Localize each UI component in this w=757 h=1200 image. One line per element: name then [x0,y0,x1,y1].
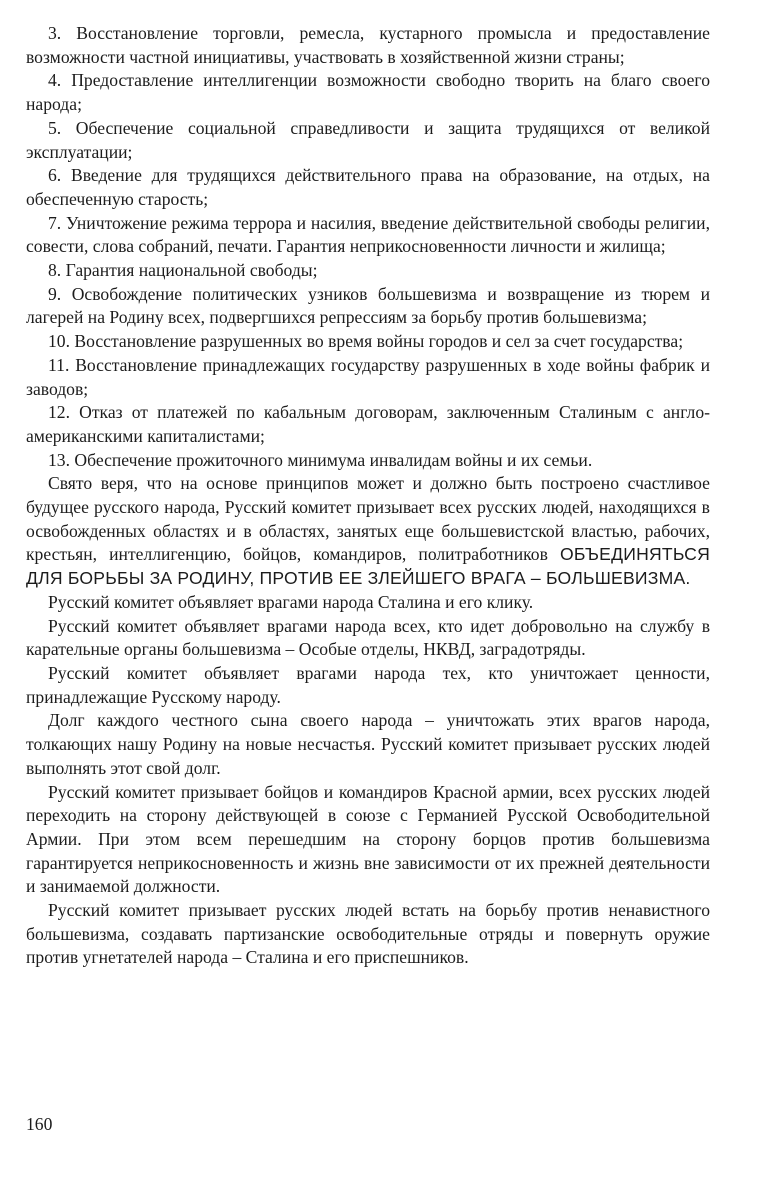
paragraph-enemies-destroyers: Русский комитет объявляет врагами народа тех, кто уничтожает ценности, принадлежащие Русскому народу. [26,662,710,707]
paragraph-red-army-appeal: Русский комитет призывает бойцов и командиров Красной армии, всех русских людей переходить на сторону действующей в союзе с Германией Русской Освободительной Армии. При этом всем перешедшим на сторону борцов против большевизма гарантируется неприкосновенность и жизнь вне зависимости от их прежней деятельности и занимаемой должности. [26,781,710,897]
list-item-13: 13. Обеспечение прожиточного минимума инвалидам войны и их семьи. [48,449,593,470]
list-item-7: 7. Уничтожение режима террора и насилия, введение действительной свободы религии, совести, слова собраний, печати. Гарантия неприкосновенности личности и жилища; [26,212,710,257]
list-item-5: 5. Обеспечение социальной справедливости и защита трудящихся от великой эксплуатации; [26,117,710,162]
appeal-caps-slogan: ОБЪЕДИНЯТЬСЯ ДЛЯ БОРЬБЫ ЗА РОДИНУ, ПРОТИВ ЕЕ ЗЛЕЙШЕГО ВРАГА – БОЛЬШЕВИЗМА. [26,544,710,589]
document-page [26,22,710,970]
list-item-4: 4. Предоставление интеллигенции возможности свободно творить на благо своего народа; [26,70,710,115]
paragraph-enemies-punitive-organs: Русский комитет объявляет врагами народа всех, кто идет добровольно на службу в карательные органы большевизма – Особые отделы, НКВД, заградотряды. [26,615,710,660]
list-item-10: 10. Восстановление разрушенных во время войны городов и сел за счет государства; [48,331,684,352]
appeal-paragraph [26,472,710,591]
page-number: 160 [26,1114,53,1134]
list-item-9: 9. Освобождение политических узников большевизма и возвращение из тюрем и лагерей на Родину всех, подвергшихся репрессиям за борьбу против большевизма; [26,283,710,328]
paragraph-partisan-appeal: Русский комитет призывает русских людей встать на борьбу против ненавистного большевизма, создавать партизанские освободительные отряды и повернуть оружие против угнетателей народа – Сталина и его приспешников. [26,900,710,968]
appeal-text: Свято веря, что на основе принципов может и должно быть построено счастливое будущее русского народа, Русский комитет призывает всех русских людей, находящихся в освобожденных областях и в областях, занятых еще большевистской властью, рабочих, крестьян, интеллигенцию, бойцов, командиров, политработников [26,473,710,565]
list-item-3: 3. Восстановление торговли, ремесла, кустарного промысла и предоставление возможности частной инициативы, участвовать в хозяйственной жизни страны; [26,23,710,67]
list-item-12: 12. Отказ от платежей по кабальным договорам, заключенным Сталиным с англо-американскими капиталистами; [26,402,710,446]
paragraph-duty: Долг каждого честного сына своего народа – уничтожать этих врагов народа, толкающих нашу Родину на новые несчастья. Русский комитет призывает русских людей выполнять этот свой долг. [26,710,710,778]
list-item-8: 8. Гарантия национальной свободы; [48,260,318,281]
paragraph-enemies-stalin: Русский комитет объявляет врагами народа Сталина и его клику. [48,591,534,612]
list-item-6: 6. Введение для трудящихся действительного права на образование, на отдых, на обеспеченную старость; [26,165,710,209]
list-item-11: 11. Восстановление принадлежащих государству разрушенных в ходе войны фабрик и заводов; [26,354,710,399]
